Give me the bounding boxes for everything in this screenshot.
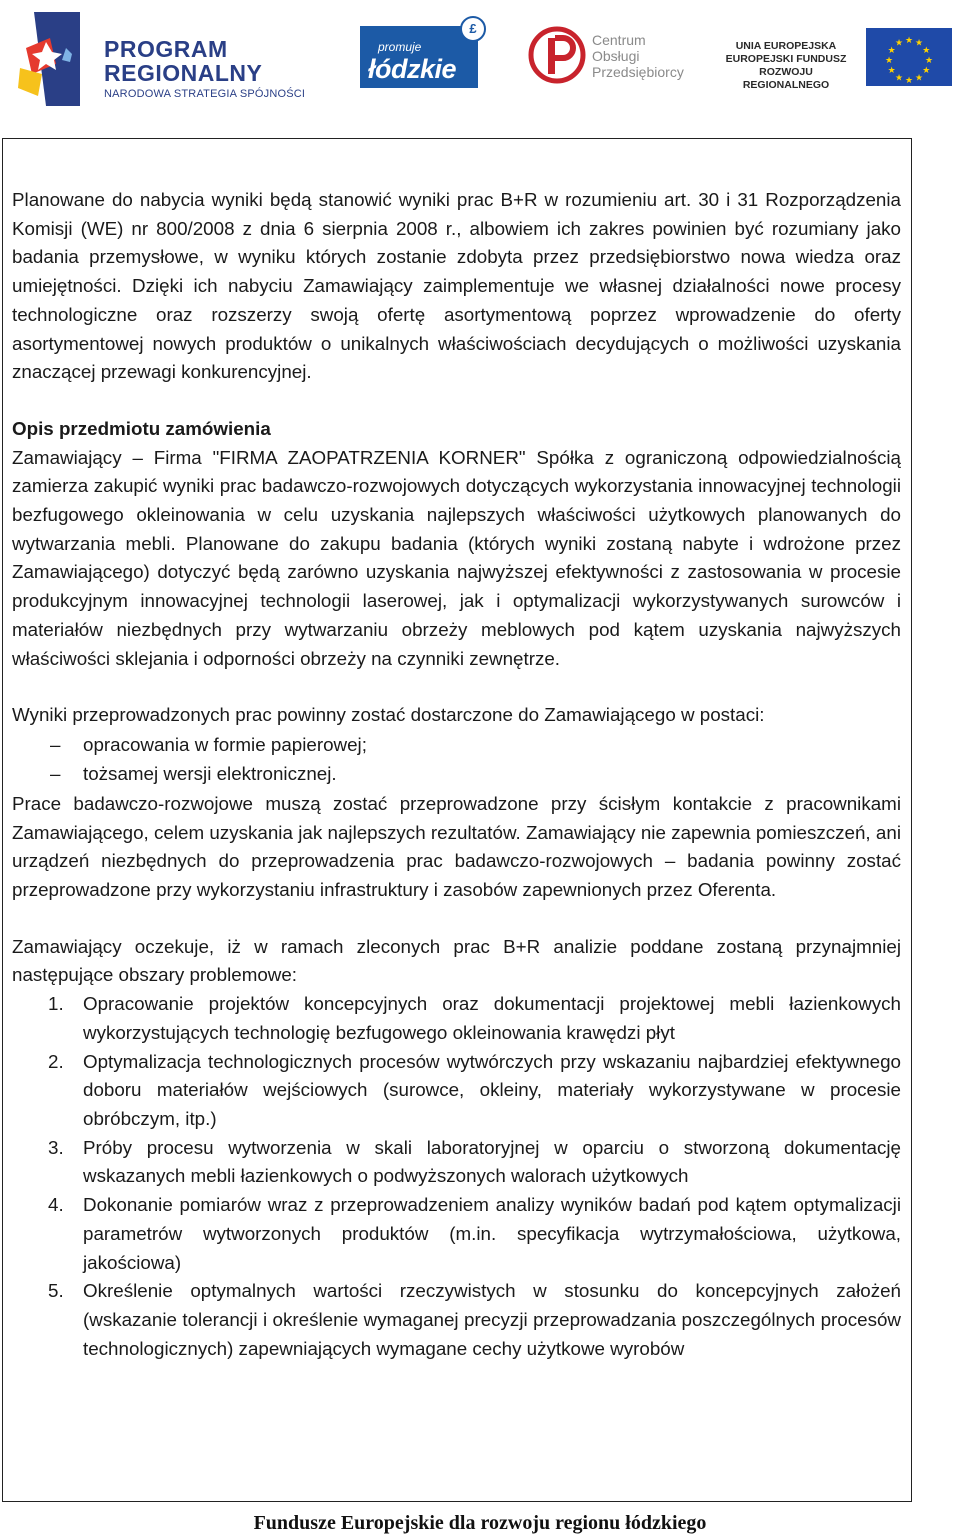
currency-badge-icon: £ — [460, 16, 486, 42]
page-footer: Fundusze Europejskie dla rozwoju regionu łódzkiego — [253, 1512, 707, 1534]
centrum-line: Centrum — [592, 32, 646, 48]
svg-text:★: ★ — [904, 36, 914, 46]
promuje-lodzkie-logo — [360, 16, 486, 90]
list-item — [12, 731, 901, 761]
svg-text:★: ★ — [914, 73, 924, 84]
list-item — [12, 760, 901, 790]
list-item-text: opracowania w formie papierowej; — [83, 733, 367, 755]
list-number: 1. — [48, 993, 64, 1015]
regionalny-line: REGIONALNY — [104, 60, 263, 86]
list-item-text: Opracowanie projektów koncepcyjnych oraz dokumentacji projektowej mebli łazienkowych wykorzystujących technologię bezfugowego okleinowania krawędzi płyt — [83, 993, 901, 1043]
logo-strip — [0, 0, 960, 112]
program-regionalny-logo — [16, 8, 326, 106]
paragraph-problem-areas: Zamawiający oczekuje, iż w ramach zleconych prac B+R analizie poddane zostaną przynajmniej następujące obszary problemowe: — [12, 935, 901, 986]
eu-flag-icon — [866, 28, 952, 86]
lodzkie-label: łódzkie — [368, 54, 457, 84]
list-item-text: Dokonanie pomiarów wraz z przeprowadzeniem analizy wyników badań pod kątem optymalizacji parametrów wytworzonych produktów (m.in. specyfikacja wytrzymałościowa, użytkowa, jakościowa) — [83, 1194, 901, 1273]
eu-text — [716, 40, 856, 92]
strategia-line: NARODOWA STRATEGIA SPÓJNOŚCI — [104, 88, 306, 100]
list-item-text: tożsamej wersji elektronicznej. — [83, 763, 337, 785]
promuje-label: promuje — [378, 40, 422, 54]
list-number: 3. — [48, 1136, 64, 1158]
list-item-text: Próby procesu wytworzenia w skali laboratoryjnej w oparciu o stworzoną dokumentację wskazanych mebli łazienkowych o podwyższonych walorach użytkowych — [83, 1136, 901, 1187]
program-line: PROGRAM — [104, 36, 228, 62]
list-item — [12, 1134, 901, 1191]
paragraph-order-description: Zamawiający – Firma "FIRMA ZAOPATRZENIA KORNER" Spółka z ograniczoną odpowiedzialnością zamierza zakupić wyniki prac badawczo-rozwojowych dotyczących wykorzystania innowacyjnej technologii bezfugowego okleinowania w celu uzyskania najlepszych właściwości użytkowych planowanych do wytwarzania mebli. Planowane do zakupu badania (których wyniki zostaną nabyte i wdrożone przez Zamawiającego) dotyczyć będą zarówno uzyskania najwyższej efektywności z zastosowania w procesie produkcyjnym innowacyjnej technologii laserowej, jak i optymalizacji wykorzystywanych surowców i materiałów niezbędnych przy wytwarzaniu obrzeży meblowych pod kątem uzyskania najwyższych właściwości sklejania i odporności obrzeży na czynniki zewnętrze. — [12, 446, 901, 669]
document-body — [12, 186, 901, 1363]
problem-areas-list — [12, 990, 901, 1363]
paragraph-br-results: Planowane do nabycia wyniki będą stanowić wyniki prac B+R w rozumieniu art. 30 i 31 Rozporządzenia Komisji (WE) nr 800/2008 z dnia 6 sierpnia 2008 r., albowiem ich zakres powinien być rozumiany jako badania przemysłowe, w wyniku których zostanie zdobyta przez przedsiębiorstwo nowa wiedza oraz umiejętności. Dzięki ich nabyciu Zamawiający zaimplementuje we własnej działalności nowe procesy technologiczne oraz rozszerzy swoją ofertę asortymentową poprzez wprowadzenie do oferty asortymentowej nowych produktów o unikalnych właściwościach decydujących o możliwości uzyskania znaczącej przewagi konkurencyjnej. — [12, 189, 901, 383]
list-item — [12, 1048, 901, 1134]
list-item-text: Określenie optymalnych wartości rzeczywistych w stosunku do koncepcyjnych założeń (wskazanie tolerancji i określenie wymaganej precyzji przeprowadzania poszczególnych procesów technologicznych) zapewniających wymagane cechy użytkowe wyrobów — [83, 1280, 901, 1359]
dash-marker: – — [50, 733, 61, 755]
centrum-obslugi-logo — [528, 18, 688, 90]
list-item — [12, 1191, 901, 1277]
eu-line-3: ROZWOJU REGIONALNEGO — [742, 66, 830, 91]
svg-text:★: ★ — [894, 73, 904, 84]
svg-text:★: ★ — [884, 56, 894, 66]
list-item-text: Optymalizacja technologicznych procesów wytwórczych przy wskazaniu najbardziej efektywnego doboru materiałów wejściowych (surowce, okleiny, materiały wykorzystywane w procesie obróbczym, itp.) — [83, 1050, 901, 1129]
paragraph-cooperation: Prace badawczo-rozwojowe muszą zostać przeprowadzone przy ścisłym kontakcie z pracownikami Zamawiającego, celem uzyskania jak najlepszych rezultatów. Zamawiający nie zapewnia pomieszczeń, ani urządzeń niezbędnych do przeprowadzenia prac badawczo-rozwojowych – badania powinny zostać przeprowadzone przy wykorzystaniu infrastruktury i zasobów zapewnionych przez Oferenta. — [12, 792, 901, 901]
section-heading: Opis przedmiotu zamówienia — [12, 417, 271, 439]
program-regionalny-emblem-icon — [16, 8, 96, 106]
svg-text:★: ★ — [894, 38, 904, 49]
svg-text:★: ★ — [914, 38, 924, 49]
eu-logo — [716, 22, 956, 91]
dash-marker: – — [50, 763, 61, 785]
svg-text:★: ★ — [887, 46, 896, 56]
centrum-obslugi-emblem-icon — [528, 26, 586, 84]
paragraph-delivery-form: Wyniki przeprowadzonych prac powinny zostać dostarczone do Zamawiającego w postaci: — [12, 704, 765, 726]
delivery-form-list — [12, 731, 901, 790]
list-number: 4. — [48, 1194, 64, 1216]
obslugi-line: Obsługi — [592, 48, 640, 64]
list-item — [12, 1277, 901, 1363]
list-number: 5. — [48, 1280, 64, 1302]
svg-text:★: ★ — [922, 46, 931, 56]
list-number: 2. — [48, 1050, 64, 1072]
eu-line-1: UNIA EUROPEJSKA — [735, 40, 837, 52]
przedsiebiorcy-line: Przedsiębiorcy — [592, 64, 684, 80]
promuje-lodzkie-box — [360, 26, 478, 88]
svg-text:★: ★ — [904, 76, 914, 86]
eu-line-2: EUROPEJSKI FUNDUSZ — [725, 53, 847, 65]
list-item — [12, 990, 901, 1047]
svg-text:★: ★ — [887, 66, 896, 76]
svg-text:★: ★ — [924, 56, 934, 66]
svg-text:★: ★ — [922, 66, 931, 76]
